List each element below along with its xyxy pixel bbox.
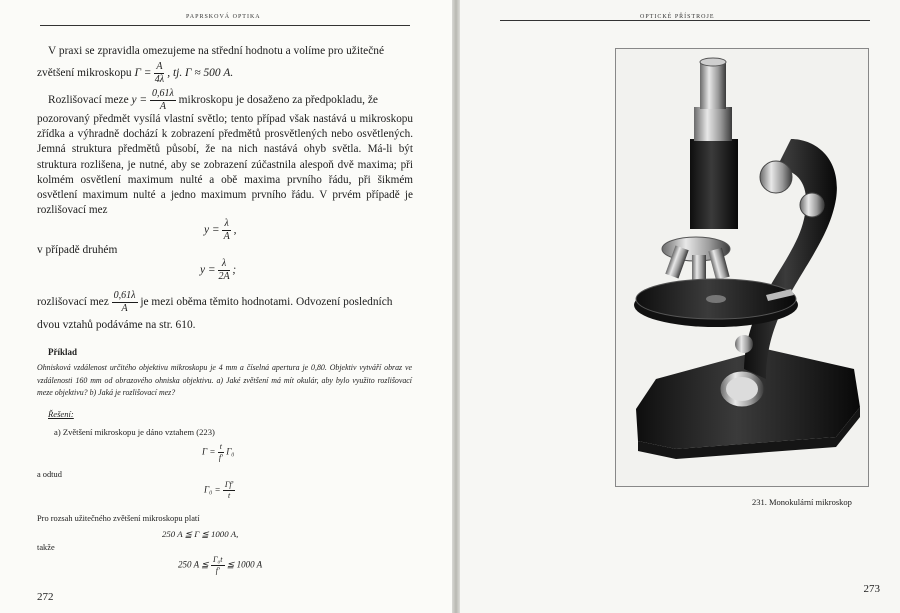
- page-number-right: 273: [863, 583, 880, 595]
- para1-text: zvětšení mikroskopu: [37, 67, 132, 80]
- frac-num: 0,61λ: [113, 290, 136, 301]
- a-odtud: a odtud: [37, 470, 62, 479]
- header-rule-right: [500, 20, 870, 21]
- eq4-lhs: Γ₀ =: [204, 484, 221, 495]
- header-rule-left: [40, 25, 410, 26]
- frac-num: Γf': [224, 480, 234, 489]
- equation-y-lambda-a: [204, 218, 237, 243]
- frac-num: A: [156, 61, 163, 72]
- frac-den: 4λ: [154, 74, 165, 85]
- frac-num: t: [219, 442, 222, 451]
- eq3-tail: Γ₀: [226, 446, 235, 457]
- eq3-fraction: [218, 442, 224, 463]
- equation-gamma: [202, 442, 234, 463]
- equation-range: 250 A ≦ Γ ≦ 1000 A,: [162, 529, 239, 539]
- para1-line2: [37, 61, 417, 86]
- page-number-left: 272: [37, 591, 54, 603]
- running-header-right: OPTICKÉ PŘÍSTROJE: [640, 14, 715, 20]
- right-page: [460, 0, 900, 613]
- frac-den: A: [159, 101, 166, 112]
- eq6-fraction: [211, 555, 225, 576]
- eq2-lhs: y =: [200, 264, 216, 277]
- eq1-lhs: y =: [204, 224, 220, 237]
- eq1-tail: ,: [233, 224, 237, 237]
- para2-text-post: mikroskopu je dosaženo za předpokladu, že: [178, 94, 378, 107]
- figure-caption: 231. Monokulární mikroskop: [752, 497, 852, 507]
- fraction-a-4lambda: [154, 61, 164, 86]
- microscope-figure: [615, 48, 869, 487]
- eq2-fraction: [218, 258, 229, 283]
- para3-text-pre: rozlišovací mez: [37, 296, 109, 309]
- frac-num: Γ₀t: [212, 555, 223, 564]
- eq3-lhs: Γ =: [202, 446, 216, 457]
- equation-range-final: [178, 555, 262, 576]
- frac-den: A: [121, 303, 128, 314]
- para3-fraction: [112, 290, 138, 315]
- eq6-pre: 250 A ≦: [178, 559, 209, 570]
- eq2-tail: ;: [232, 264, 237, 277]
- gamma-eq: Γ =: [134, 67, 152, 80]
- frac-den: 2A: [218, 271, 230, 282]
- step-a: a) Zvětšení mikroskopu je dáno vztahem (223): [54, 427, 215, 437]
- frac-num: λ: [218, 258, 229, 271]
- y-eq: y =: [131, 94, 148, 107]
- frac-num: λ: [224, 218, 229, 229]
- para3-line1: [37, 290, 417, 315]
- book-gutter: [452, 0, 460, 613]
- equation-gamma0: [204, 480, 235, 501]
- eq4-fraction: [223, 480, 235, 501]
- pro-rozsah: Pro rozsah užitečného zvětšení mikroskopu platí: [37, 514, 200, 523]
- example-title: Příklad: [48, 347, 78, 357]
- v-pripade-druhem: v případě druhém: [37, 244, 118, 256]
- gamma-approx: , tj. Γ ≈ 500 A.: [167, 67, 234, 80]
- eq1-fraction: [222, 218, 230, 243]
- microscope-illustration: [616, 49, 868, 486]
- takze: takže: [37, 543, 55, 552]
- para2-line1: [48, 88, 418, 113]
- example-text: Ohnisková vzdálenost určitého objektivu mikroskopu je 4 mm a číselná apertura je 0,80. Objektiv vytváří obraz ve vzdálenosti 160 mm od obrazového ohniska objektivu. a) Jaké zvětšení má mít okulár, aby bylo využito rozlišovací meze objektivu? b) Jaká je rozlišovací mez?: [37, 363, 412, 397]
- fraction-061lambda-a: [150, 88, 176, 113]
- frac-den: A: [223, 231, 230, 242]
- equation-y-lambda-2a: [200, 258, 236, 283]
- running-header-left: PAPRSKOVÁ OPTIKA: [186, 14, 261, 20]
- para3-text-post: je mezi oběma těmito hodnotami. Odvození posledních: [140, 296, 393, 309]
- para2-text-pre: Rozlišovací meze: [48, 94, 129, 107]
- para1-line1: V praxi se zpravidla omezujeme na střední hodnotu a volíme pro užitečné: [48, 45, 385, 57]
- frac-den: f': [218, 453, 223, 462]
- frac-den: t: [227, 491, 231, 500]
- para3-line2: dvou vztahů podáváme na str. 610.: [37, 319, 196, 331]
- para2-body: pozorovaný předmět vysílá vlastní světlo; tento případ však nastává u mikroskopu zřídka a výhradně dochází k zobrazení předmětů prosvětlených nebo osvětlených. Jemná struktura předmětů působí, že na nich nastává ohyb světla. Má-li být struktura rozlišena, je nutné, aby se zobrazení zúčastnila alespoň dvě maxima; při kolmém osvětlení maximum nulté a obě maxima prvního řádu, při šikmém osvětlení maximum nulté a jedno maximum prvního řádu. V prvém případě je rozlišovací mez: [37, 113, 413, 217]
- frac-num: 0,61λ: [151, 88, 174, 99]
- frac-den: f': [215, 566, 220, 575]
- solution-label: Řešení:: [48, 409, 74, 419]
- eq6-post: ≦ 1000 A: [226, 559, 263, 570]
